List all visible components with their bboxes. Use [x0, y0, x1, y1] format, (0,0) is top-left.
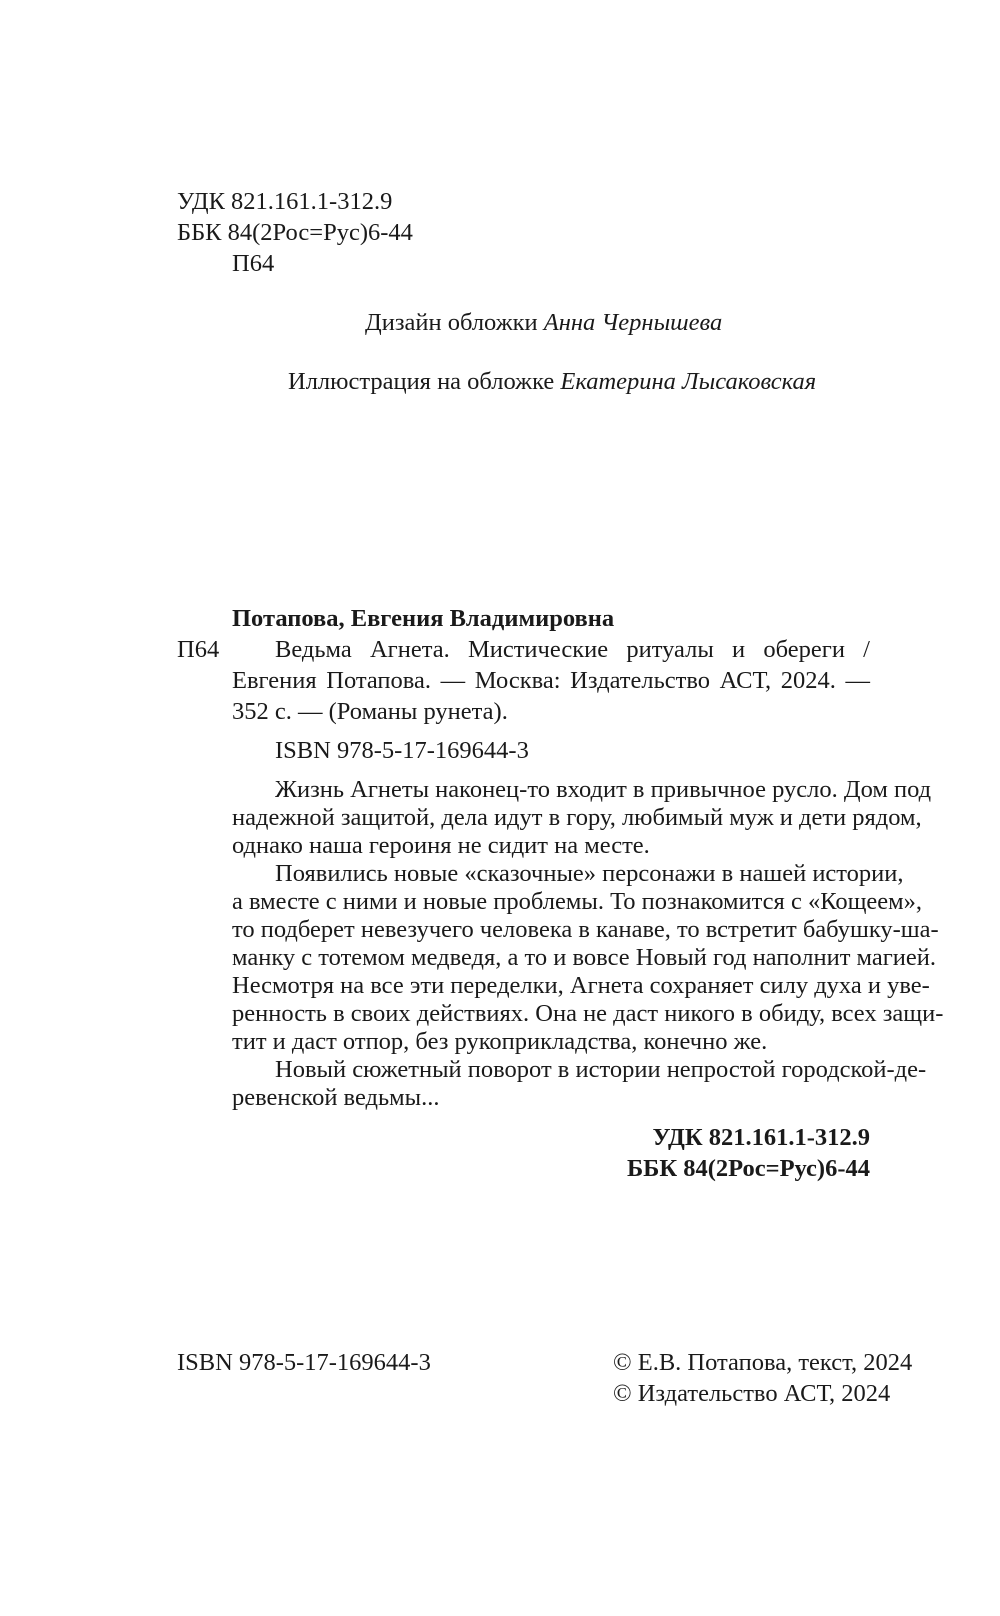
illustration-label: Иллюстрация на обложке: [288, 368, 555, 395]
classification-bbk: ББК 84(2Рос=Рус)6-44: [626, 1155, 870, 1182]
annotation-line: однако наша героиня не сидит на месте.: [232, 832, 650, 859]
annotation-line: Жизнь Агнеты наконец-то входит в привычное русло. Дом под: [275, 776, 932, 803]
annotation-line: а вместе с ними и новые проблемы. То познакомится с «Кощеем»,: [232, 888, 923, 915]
footer-isbn: ISBN 978-5-17-169644-3: [177, 1349, 431, 1376]
illustration-name: Екатерина Лысаковская: [560, 368, 817, 395]
header-bbk: ББК 84(2Рос=Рус)6-44: [177, 219, 413, 246]
annotation-line: Новый сюжетный поворот в истории непростой городской-де-: [275, 1056, 927, 1083]
catalog-entry-line: Ведьма Агнета. Мистические ритуалы и обереги /: [275, 636, 870, 663]
annotation-line: ренность в своих действиях. Она не даст никого в обиду, всех защи-: [232, 1000, 944, 1027]
annotation-line: ревенской ведьмы...: [232, 1084, 440, 1111]
classification-udk: УДК 821.161.1-312.9: [652, 1124, 870, 1151]
cover-design-label: Дизайн обложки: [365, 309, 538, 336]
annotation-line: Несмотря на все эти переделки, Агнета сохраняет силу духа и уве-: [232, 972, 930, 999]
annotation-line: тит и даст отпор, без рукоприкладства, конечно же.: [232, 1028, 768, 1055]
annotation-line: надежной защитой, дела идут в гору, любимый муж и дети рядом,: [232, 804, 922, 831]
annotation-line: Появились новые «сказочные» персонажи в нашей истории,: [275, 860, 904, 887]
catalog-entry-line: 352 с. — (Романы рунета).: [232, 698, 508, 725]
illustration-credit: [288, 370, 816, 395]
cover-design-credit: [365, 311, 722, 336]
catalog-isbn: ISBN 978-5-17-169644-3: [275, 737, 529, 764]
catalog-entry-line: Евгения Потапова. — Москва: Издательство АСТ, 2024. —: [232, 667, 870, 694]
annotation-line: манку с тотемом медведя, а то и вовсе Новый год наполнит магией.: [232, 944, 937, 971]
copyright-text: © Е.В. Потапова, текст, 2024: [613, 1349, 913, 1376]
annotation-line: то подберет невезучего человека в канаве, то встретит бабушку-ша-: [232, 916, 939, 943]
cover-design-name: Анна Чернышева: [543, 309, 723, 336]
catalog-mark: П64: [177, 636, 220, 663]
copyright-publisher: © Издательство АСТ, 2024: [613, 1380, 891, 1407]
header-udk: УДК 821.161.1-312.9: [177, 188, 393, 215]
catalog-author-heading: Потапова, Евгения Владимировна: [232, 605, 615, 632]
header-author-mark: П64: [232, 250, 275, 277]
